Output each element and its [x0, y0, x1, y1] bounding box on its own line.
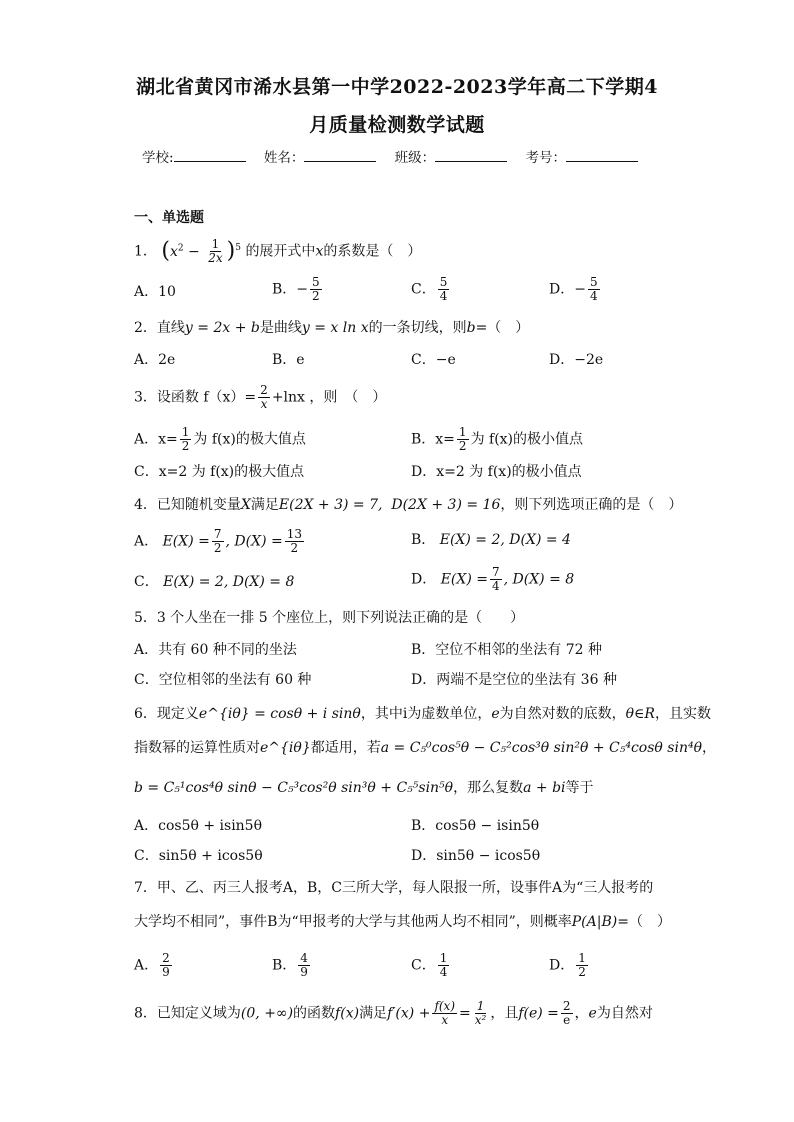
q6-line2-text-b: 都适用，若: [310, 740, 381, 756]
q1-option-b[interactable]: [272, 276, 324, 303]
q7-option-a[interactable]: [134, 952, 174, 979]
q6-option-b[interactable]: B．cos5θ − isin5θ: [411, 818, 540, 834]
q6-theta-real: θ∈R: [625, 706, 655, 722]
q8-text-c: 满足: [359, 1005, 388, 1022]
q3-b-num: 1: [458, 425, 467, 439]
q4-text-b: 满足: [250, 497, 279, 513]
q4-d-den: 4: [491, 579, 500, 593]
q3-a-den: 2: [181, 439, 190, 453]
q8-frac-1: [432, 1000, 457, 1027]
q8-text-a: 8．已知定义域为: [134, 1005, 241, 1022]
q6-line2-text-c: ，: [702, 740, 717, 756]
section-heading: 一、单选题: [134, 210, 204, 226]
q4-option-a[interactable]: [134, 528, 306, 555]
q4-text-c: ，则下列选项正确的是（ ）: [500, 497, 683, 513]
q4-c-label: C．: [134, 574, 159, 590]
q1-exponent: 5: [235, 243, 241, 253]
q7-b-frac: [298, 952, 310, 979]
q1-paren-close: ): [226, 238, 236, 264]
q5-option-d[interactable]: D．两端不是空位的坐法有 36 种: [411, 672, 617, 688]
q8-derivative: f′(x) +: [387, 1005, 431, 1022]
q2-option-c[interactable]: C．−e: [411, 352, 456, 368]
q6-b-expr: b = C₅¹cos⁴θ sinθ − C₅³cos²θ sin³θ + C₅⁵sin⁵θ: [134, 780, 454, 796]
q1-c-den: 4: [439, 289, 448, 303]
q8-frac3-num: 2: [562, 999, 571, 1013]
q7-option-c[interactable]: [411, 952, 451, 979]
name-blank[interactable]: [304, 149, 376, 162]
q2-var-b: b: [466, 320, 476, 336]
q1-fraction: [206, 238, 224, 265]
q1-d-den: 4: [589, 289, 598, 303]
q4-var-x: X: [240, 497, 251, 513]
q7-a-num: 2: [162, 951, 170, 965]
q1-square: 2: [177, 243, 184, 253]
question-4: [134, 495, 682, 515]
q7-text-a: 大学均不相同”，事件B为“甲报考的大学与其他两人均不相同”，则概率: [134, 914, 572, 930]
class-label: 班级：: [394, 150, 436, 166]
q5-option-b[interactable]: B．空位不相邻的坐法有 72 种: [411, 642, 603, 658]
q4-b-label: B．: [411, 532, 436, 548]
q4-a-frac1: [212, 528, 224, 555]
q4-a-num1: 7: [213, 527, 222, 541]
q4-d-m1: E(X) =: [440, 571, 488, 588]
school-blank[interactable]: [174, 149, 246, 162]
q3-frac-num: 2: [260, 383, 268, 397]
q7-d-den: 2: [578, 965, 586, 979]
q7-option-d[interactable]: [549, 952, 590, 979]
q8-text-b: 的函数: [293, 1005, 336, 1022]
q2-option-a[interactable]: A．2e: [134, 352, 176, 368]
q5-option-a[interactable]: A．共有 60 种不同的坐法: [134, 642, 297, 658]
q2-text-b: 是曲线: [259, 320, 302, 336]
q1-var-x: x: [315, 243, 324, 260]
q7-d-num: 1: [578, 951, 586, 965]
student-info-row: [0, 146, 794, 166]
q6-line3-text-b: 等于: [565, 780, 594, 796]
q1-var: x: [169, 243, 178, 260]
q4-text-a: 4．已知随机变量: [134, 497, 241, 513]
q1-b-den: 2: [312, 289, 320, 303]
question-6-line-2: [134, 738, 716, 758]
q4-d-frac: [490, 566, 502, 593]
q6-line2-text-a: 指数幂的运算性质对: [134, 740, 260, 756]
q7-b-den: 9: [300, 965, 308, 979]
q3-text-a: 3．设函数 f（x）=: [134, 389, 257, 406]
q3-b-den: 2: [458, 439, 467, 453]
q7-a-den: 9: [162, 965, 170, 979]
q1-b-num: 5: [312, 275, 320, 289]
q1-base: $x^2$ −: [169, 243, 205, 260]
q8-text-e: ，: [574, 1005, 589, 1022]
q4-a-frac2: [285, 528, 304, 555]
q3-a-frac: [180, 426, 192, 453]
q3-option-b[interactable]: [411, 426, 583, 453]
q3-b-pre: B．x=: [411, 431, 455, 448]
q4-expectation: E(2X + 3) = 7,: [278, 497, 383, 513]
q8-equals: =: [459, 1005, 471, 1022]
q1-d-num: 5: [589, 275, 598, 289]
q8-domain: (0, +∞): [240, 1005, 294, 1022]
q7-b-num: 4: [300, 951, 308, 965]
q1-paren-open: (: [161, 238, 170, 264]
q1-frac-den: 2x: [208, 251, 223, 266]
q8-func: f(x): [335, 1005, 360, 1022]
question-7-line-2: [134, 912, 671, 932]
school-label: 学校:: [142, 150, 174, 166]
q3-frac: [258, 384, 270, 411]
q1-c-label: C．: [411, 281, 436, 298]
q6-line3-text-a: ，那么复数: [453, 780, 524, 796]
q8-frac1-num: f(x): [434, 999, 456, 1013]
q8-e: e: [588, 1005, 597, 1022]
q2-text-c: 的一条切线，则: [368, 320, 467, 336]
page-title-line-2: 月质量检测数学试题: [309, 114, 485, 136]
q7-text-b: =（ ）: [617, 914, 671, 930]
page-title-line-1: 湖北省黄冈市浠水县第一中学2022-2023学年高二下学期4: [136, 76, 658, 98]
class-blank[interactable]: [435, 149, 507, 162]
q1-c-num: 5: [439, 275, 448, 289]
question-6-line-1: [134, 704, 711, 724]
question-7-line-1: 7．甲、乙、丙三人报考A，B，C三所大学，每人限报一所，设事件A为“三人报考的: [134, 880, 654, 896]
q4-a-den2: 2: [290, 541, 299, 555]
q2-option-b[interactable]: B．e: [272, 352, 305, 368]
q2-line-eq: y = 2x + b: [184, 320, 260, 336]
q4-option-c[interactable]: [134, 572, 294, 592]
q6-text-d: ，且实数: [654, 706, 711, 722]
q5-option-c[interactable]: C．空位相邻的坐法有 60 种: [134, 672, 312, 688]
q6-e: e: [491, 706, 500, 722]
q3-frac-den: x: [260, 397, 268, 411]
q7-d-frac: [576, 952, 588, 979]
q1-b-label: B．−: [272, 281, 309, 298]
q3-text-b: +lnx ，则 （ ）: [271, 389, 387, 406]
q6-text-b: ，其中i为虚数单位，: [360, 706, 492, 722]
q8-text-d: ，且: [490, 1005, 519, 1022]
question-2: [134, 318, 529, 338]
q7-a-label: A．: [134, 957, 159, 974]
exam-number-label: 考号：: [525, 150, 566, 166]
q1-option-c[interactable]: [411, 276, 451, 303]
q1-frac-num: 1: [211, 237, 220, 252]
q7-c-num: 1: [439, 951, 448, 965]
q2-text-a: 2．直线: [134, 320, 185, 336]
q7-c-den: 4: [439, 965, 448, 979]
q8-frac2-num: 1: [476, 999, 485, 1013]
q4-d-num: 7: [491, 565, 500, 579]
q3-option-c[interactable]: C．x=2 为 f(x)的极大值点: [134, 464, 305, 480]
q1-number: 1．: [134, 243, 157, 260]
q2-option-d[interactable]: D．−2e: [549, 352, 604, 368]
q4-c-math: E(X) = 2, D(X) = 8: [163, 574, 295, 590]
q3-a-num: 1: [181, 425, 190, 439]
q3-b-post: 为 f(x)的极小值点: [470, 431, 584, 448]
q6-complex: a + bi: [523, 780, 566, 796]
q1-option-d[interactable]: [549, 276, 602, 303]
q1-d-label: D．−: [549, 281, 586, 298]
question-1: [134, 238, 421, 265]
q4-b-math: E(X) = 2, D(X) = 4: [439, 532, 571, 548]
q8-text-f: 为自然对: [596, 1005, 653, 1022]
q4-a-num2: 13: [286, 527, 302, 541]
q1-text: 的展开式中: [245, 243, 316, 260]
q3-option-a[interactable]: [134, 426, 306, 453]
q7-option-b[interactable]: [272, 952, 312, 979]
question-6-line-3: [134, 778, 594, 798]
q6-line2-exp: e^{iθ}: [260, 740, 311, 756]
q4-a-label: A．: [134, 533, 159, 550]
q7-probability: P(A|B): [571, 914, 618, 930]
q4-a-den1: 2: [213, 541, 222, 555]
q1-b-frac: [310, 276, 322, 303]
q4-variance: D(2X + 3) = 16: [391, 497, 501, 513]
q3-a-post: 为 f(x)的极大值点: [193, 431, 306, 448]
q7-b-label: B．: [272, 957, 297, 974]
q1-option-a[interactable]: A．10: [134, 284, 176, 300]
q8-frac-2: [473, 1000, 489, 1027]
q3-a-pre: A．x=: [134, 431, 178, 448]
q6-euler-def: e^{iθ} = cosθ + i sinθ: [198, 706, 361, 722]
q7-c-label: C．: [411, 957, 436, 974]
q8-frac2-den: x²: [474, 1013, 487, 1027]
q4-option-d[interactable]: [411, 566, 574, 593]
question-8: [134, 1000, 653, 1027]
q8-frac3-den: e: [563, 1013, 571, 1027]
q6-option-a[interactable]: A．cos5θ + isin5θ: [134, 818, 263, 834]
q4-d-m2: , D(X) = 8: [503, 571, 575, 588]
q2-text-d: =（ ）: [475, 320, 530, 336]
q1-d-frac: [588, 276, 600, 303]
q1-text-2: 的系数是（ ）: [323, 243, 422, 260]
q8-frac-3: [561, 1000, 573, 1027]
q8-frac1-den: x: [441, 1013, 449, 1027]
q6-option-d[interactable]: D．sin5θ − icos5θ: [411, 848, 541, 864]
q6-a-expr: a = C₅⁰cos⁵θ − C₅²cos³θ sin²θ + C₅⁴cosθ sin⁴θ: [380, 740, 703, 756]
q4-option-b[interactable]: [411, 530, 571, 550]
q4-d-label: D．: [411, 571, 437, 588]
question-3: [134, 384, 386, 411]
exam-number-blank[interactable]: [566, 149, 638, 162]
q3-b-frac: [457, 426, 469, 453]
q7-c-frac: [438, 952, 450, 979]
q6-option-c[interactable]: C．sin5θ + icos5θ: [134, 848, 263, 864]
name-label: 姓名：: [263, 150, 305, 166]
q3-option-d[interactable]: D．x=2 为 f(x)的极小值点: [411, 464, 582, 480]
q1-c-frac: [438, 276, 450, 303]
q4-a-m1: E(X) =: [162, 533, 210, 550]
q7-a-frac: [160, 952, 172, 979]
q7-d-label: D．: [549, 957, 575, 974]
q8-fe: f(e) =: [518, 1005, 559, 1022]
q6-text-c: 为自然对数的底数，: [499, 706, 626, 722]
q2-curve-eq: y = x ln x: [301, 320, 369, 336]
q4-a-m2: , D(X) =: [225, 533, 283, 550]
question-5: 5．3 个人坐在一排 5 个座位上，则下列说法正确的是（ ）: [134, 610, 525, 626]
q6-text-a: 6．现定义: [134, 706, 199, 722]
